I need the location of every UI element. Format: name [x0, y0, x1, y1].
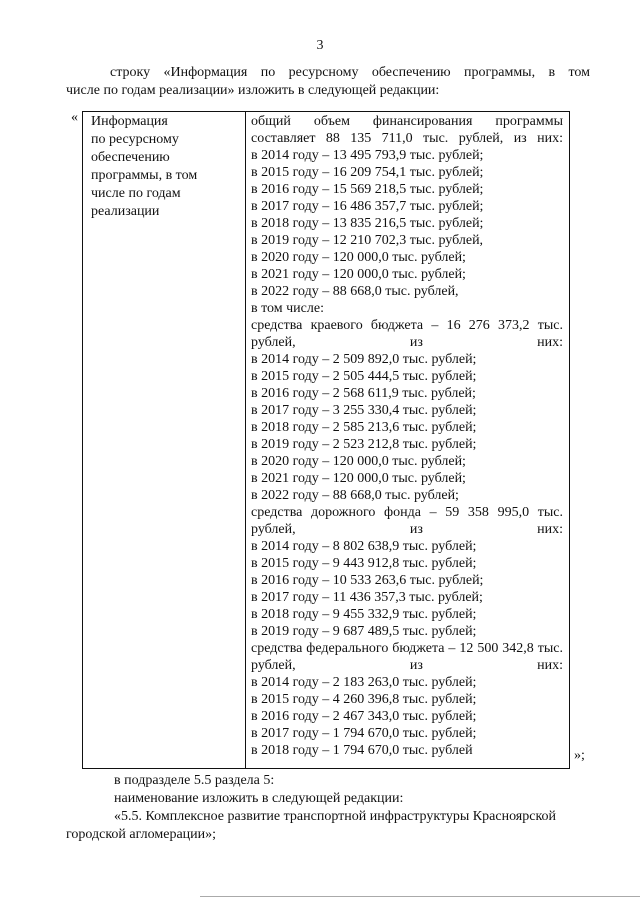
year-line: в 2016 году – 2 467 343,0 тыс. рублей; [251, 709, 477, 724]
year-line: в 2017 году – 16 486 357,7 тыс. рублей; [251, 199, 484, 214]
intro-line-2: числе по годам реализации» изложить в следующей редакции: [66, 83, 440, 98]
year-line: в 2022 году – 88 668,0 тыс. рублей, [251, 284, 459, 299]
year-line: в 2020 году – 120 000,0 тыс. рублей; [251, 454, 466, 469]
year-line: в 2021 году – 120 000,0 тыс. рублей; [251, 471, 466, 486]
left-cell-line: реализации [91, 204, 160, 219]
year-line: в 2015 году – 2 505 444,5 тыс. рублей; [251, 369, 477, 384]
intro-paragraph [66, 64, 590, 100]
year-line: в 2017 году – 11 436 357,3 тыс. рублей; [251, 590, 483, 605]
program-resource-table [82, 111, 570, 769]
opening-quote: « [71, 110, 78, 125]
year-line: в 2014 году – 2 183 263,0 тыс. рублей; [251, 675, 477, 690]
year-line: в 2020 году – 120 000,0 тыс. рублей; [251, 250, 466, 265]
year-line: в 2016 году – 2 568 611,9 тыс. рублей; [251, 386, 476, 401]
page-number: 3 [316, 38, 324, 53]
year-line: в 2015 году – 4 260 396,8 тыс. рублей; [251, 692, 477, 707]
year-line: в 2017 году – 3 255 330,4 тыс. рублей; [251, 403, 477, 418]
including-label: в том числе: [251, 301, 324, 316]
closing-quote: »; [574, 748, 585, 763]
left-cell-line: числе по годам [91, 186, 181, 201]
left-cell-label [91, 113, 239, 221]
subsection-line: в подразделе 5.5 раздела 5: [114, 773, 275, 788]
right-cell-financing [251, 113, 563, 759]
year-line: в 2018 году – 9 455 332,9 тыс. рублей; [251, 607, 477, 622]
year-line: в 2021 году – 120 000,0 тыс. рублей; [251, 267, 466, 282]
year-line: в 2016 году – 15 569 218,5 тыс. рублей; [251, 182, 484, 197]
year-line: в 2015 году – 16 209 754,1 тыс. рублей; [251, 165, 484, 180]
intro-line-1: строку «Информация по ресурсному обеспечению программы, в том [110, 65, 590, 80]
regional-budget-intro: средства краевого бюджета – 16 276 373,2 тыс. рублей, из них: [251, 318, 563, 350]
column-divider [245, 112, 246, 768]
year-line: в 2014 году – 2 509 892,0 тыс. рублей; [251, 352, 477, 367]
bottom-rule [200, 896, 640, 897]
road-fund-intro: средства дорожного фонда – 59 358 995,0 тыс. рублей, из них: [251, 505, 563, 537]
left-cell-line: программы, в том [91, 168, 198, 183]
total-financing-intro: общий объем финансирования программы составляет 88 135 711,0 тыс. рублей, из них: [251, 114, 563, 146]
name-instruction-line: наименование изложить в следующей редакции: [114, 791, 404, 806]
year-line: в 2019 году – 2 523 212,8 тыс. рублей; [251, 437, 477, 452]
year-line: в 2017 году – 1 794 670,0 тыс. рублей; [251, 726, 477, 741]
year-line: в 2018 году – 13 835 216,5 тыс. рублей; [251, 216, 484, 231]
year-line: в 2018 году – 1 794 670,0 тыс. рублей [251, 743, 473, 758]
left-cell-line: по ресурсному [91, 132, 179, 147]
year-line: в 2014 году – 13 495 793,9 тыс. рублей; [251, 148, 484, 163]
left-cell-line: обеспечению [91, 150, 170, 165]
year-line: в 2022 году – 88 668,0 тыс. рублей; [251, 488, 459, 503]
year-line: в 2015 году – 9 443 912,8 тыс. рублей; [251, 556, 477, 571]
left-cell-line: Информация [91, 114, 168, 129]
year-line: в 2014 году – 8 802 638,9 тыс. рублей; [251, 539, 477, 554]
year-line: в 2019 году – 12 210 702,3 тыс. рублей, [251, 233, 484, 248]
following-text [66, 772, 596, 844]
year-line: в 2019 году – 9 687 489,5 тыс. рублей; [251, 624, 477, 639]
federal-budget-intro: средства федерального бюджета – 12 500 342,8 тыс. рублей, из них: [251, 641, 563, 673]
year-line: в 2016 году – 10 533 263,6 тыс. рублей; [251, 573, 484, 588]
new-name-line-2: городской агломерации»; [66, 827, 217, 842]
new-name-line-1: «5.5. Комплексное развитие транспортной инфраструктуры Красноярской [114, 809, 557, 824]
year-line: в 2018 году – 2 585 213,6 тыс. рублей; [251, 420, 477, 435]
